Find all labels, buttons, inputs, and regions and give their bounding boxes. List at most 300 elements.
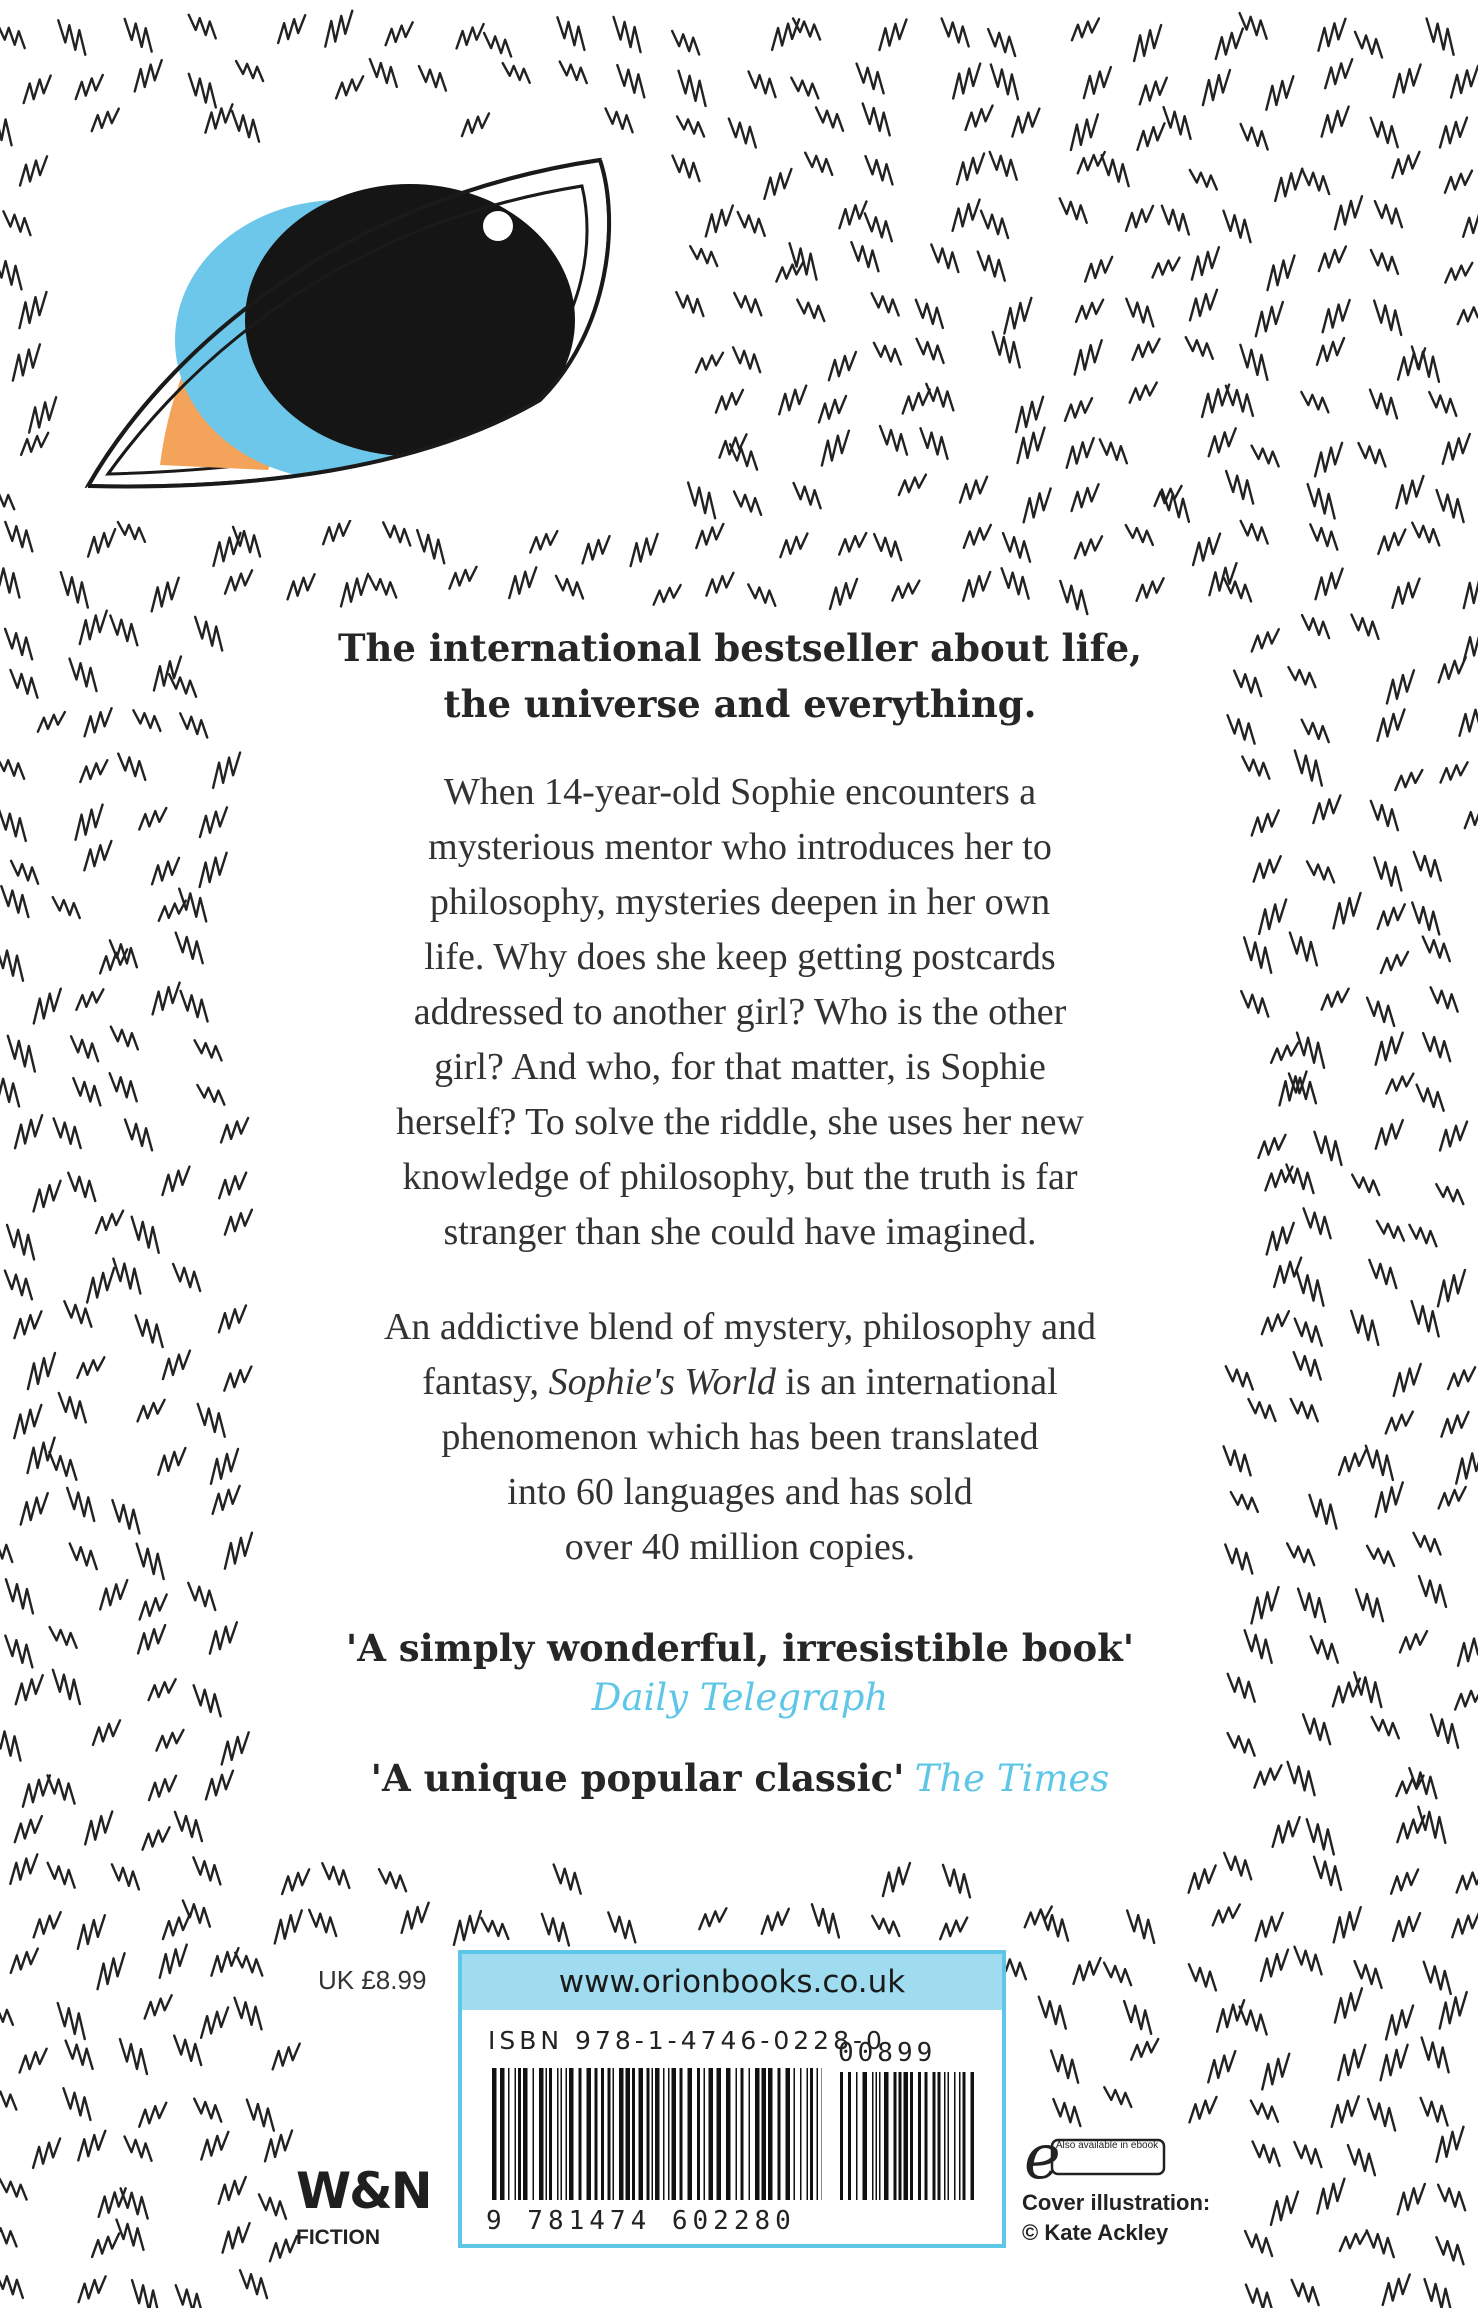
book-title: Sophie's World: [548, 1361, 776, 1403]
fur-stroke: [706, 206, 733, 237]
fur-stroke: [779, 386, 806, 415]
fur-stroke: [1376, 1033, 1403, 1065]
fur-stroke: [1448, 1367, 1475, 1389]
fur-stroke: [195, 1040, 222, 1060]
fur-stroke: [1126, 525, 1153, 545]
fur-stroke: [71, 1036, 98, 1061]
barcode-main: [492, 2068, 822, 2200]
fur-stroke: [417, 530, 444, 563]
fur-stroke: [5, 1271, 32, 1300]
fur-stroke: [1458, 1634, 1478, 1666]
fur-stroke: [1317, 2179, 1344, 2214]
fur-stroke: [1124, 2001, 1151, 2034]
fur-stroke: [80, 611, 107, 644]
fur-stroke: [672, 31, 699, 55]
fur-stroke: [24, 76, 51, 103]
fur-stroke: [73, 1078, 100, 1105]
barcode-bar: [539, 2068, 544, 2200]
barcode-bar: [608, 2068, 611, 2200]
fur-stroke: [135, 60, 162, 91]
fur-stroke: [1370, 390, 1397, 419]
fur-stroke: [235, 1998, 262, 2030]
fur-stroke: [1155, 486, 1182, 506]
barcode-bar: [910, 2072, 913, 2200]
fur-stroke: [282, 1869, 309, 1894]
fur-stroke: [454, 1911, 481, 1945]
fur-stroke: [1369, 1260, 1396, 1288]
barcode-bar: [492, 2068, 497, 2200]
fur-stroke: [8, 1036, 35, 1072]
fur-stroke: [197, 1085, 224, 1105]
fur-stroke: [1067, 438, 1094, 468]
fur-stroke: [606, 108, 633, 132]
barcode-bar: [566, 2068, 568, 2200]
fur-stroke: [139, 808, 166, 829]
fur-stroke: [1127, 1910, 1154, 1942]
fur-stroke: [1041, 1911, 1068, 1941]
svg-text:e: e: [1024, 2128, 1061, 2184]
fur-stroke: [1228, 1733, 1255, 1756]
fur-stroke: [92, 2233, 119, 2256]
synopsis-line: mysterious mentor who introduces her to: [428, 826, 1052, 868]
fur-stroke: [1134, 25, 1161, 61]
barcode-bar: [717, 2068, 722, 2200]
barcode-bar: [876, 2072, 878, 2200]
fur-stroke: [1371, 250, 1398, 274]
fur-stroke: [966, 106, 993, 130]
barcode-bar: [663, 2068, 665, 2200]
fur-stroke: [1245, 2231, 1272, 2256]
fur-stroke: [152, 578, 179, 612]
fur-stroke: [1003, 533, 1030, 562]
fur-stroke: [874, 534, 901, 560]
fur-stroke: [85, 1812, 112, 1845]
fur-stroke: [1333, 1679, 1360, 1707]
fur-stroke: [5, 1636, 32, 1668]
fur-stroke: [224, 1367, 251, 1391]
headline: [250, 620, 1230, 732]
fur-stroke: [1060, 581, 1087, 614]
fur-stroke: [1393, 1913, 1420, 1941]
fur-stroke: [1241, 521, 1268, 544]
fur-stroke: [1189, 1964, 1216, 1990]
fur-stroke: [1325, 59, 1352, 88]
fur-stroke: [1241, 124, 1268, 150]
fur-stroke: [125, 19, 152, 52]
fur-stroke: [1315, 443, 1342, 476]
fur-stroke: [112, 1864, 139, 1889]
fur-stroke: [1076, 300, 1103, 322]
fur-stroke: [780, 534, 807, 558]
fur-stroke: [696, 353, 723, 373]
fur-stroke: [748, 584, 775, 605]
fur-stroke: [716, 390, 743, 413]
fur-stroke: [288, 574, 315, 599]
fur-stroke: [1451, 66, 1478, 98]
fur-stroke: [225, 1210, 252, 1235]
fur-stroke: [839, 201, 866, 228]
eye-highlight: [483, 211, 513, 241]
fur-stroke: [1, 886, 28, 917]
synopsis-line: knowledge of philosophy, but the truth is far: [402, 1156, 1078, 1198]
fur-stroke: [1216, 29, 1243, 59]
fur-stroke: [1186, 337, 1213, 359]
barcode-bar: [613, 2068, 615, 2200]
barcode-bar: [688, 2068, 693, 2200]
fur-stroke: [1377, 709, 1404, 740]
fur-stroke: [1338, 2045, 1365, 2080]
fur-stroke: [1075, 536, 1102, 558]
fur-stroke: [1074, 1958, 1101, 1984]
fur-stroke: [175, 1812, 202, 1841]
fur-stroke: [1391, 1870, 1418, 1894]
fur-stroke: [195, 617, 222, 651]
fur-stroke: [1248, 1399, 1275, 1421]
fur-stroke: [990, 152, 1017, 180]
fur-stroke: [116, 2220, 143, 2250]
fur-stroke: [1322, 989, 1349, 1010]
fur-stroke: [15, 1816, 42, 1842]
fur-stroke: [880, 426, 907, 455]
fur-stroke: [67, 1488, 94, 1521]
fur-stroke: [978, 252, 1005, 281]
fur-stroke: [76, 75, 103, 99]
fur-stroke: [1394, 64, 1421, 97]
cover-credit: [1022, 2188, 1210, 2248]
fur-stroke: [1259, 900, 1286, 934]
fur-stroke: [1368, 2099, 1395, 2130]
fur-stroke: [1378, 529, 1405, 553]
fur-stroke: [211, 1449, 238, 1484]
fur-stroke: [369, 576, 396, 597]
fur-stroke: [1002, 568, 1029, 598]
fur-stroke: [738, 212, 765, 236]
fur-stroke: [988, 29, 1015, 56]
fur-stroke: [11, 1949, 38, 1973]
barcode-bar: [933, 2072, 936, 2200]
fur-stroke: [1241, 991, 1268, 1016]
fur-stroke: [1431, 987, 1458, 1011]
barcode-panel: [458, 1950, 1006, 2248]
fur-stroke: [1383, 2274, 1410, 2304]
fur-stroke: [1100, 439, 1127, 463]
fur-stroke: [679, 71, 706, 106]
barcode-bar: [884, 2072, 889, 2200]
barcode-bar: [879, 2072, 881, 2200]
fur-stroke: [194, 2099, 221, 2122]
fur-stroke: [1152, 258, 1179, 278]
fur-stroke: [1053, 2099, 1080, 2126]
fur-stroke: [654, 585, 681, 605]
fur-stroke: [1412, 1301, 1439, 1336]
barcode-bar: [639, 2068, 644, 2200]
fur-stroke: [943, 1865, 970, 1897]
fur-stroke: [872, 1916, 899, 1936]
fur-stroke: [729, 119, 756, 148]
fur-stroke: [10, 1854, 37, 1884]
barcode-bar: [863, 2072, 868, 2200]
fur-stroke: [1414, 1533, 1441, 1555]
fur-stroke: [10, 670, 37, 698]
fur-stroke: [851, 242, 878, 271]
fur-stroke: [149, 1776, 176, 1800]
barcode-bar: [925, 2072, 928, 2200]
barcode-bar: [726, 2068, 731, 2200]
fur-stroke: [1231, 1492, 1258, 1512]
fur-stroke: [1316, 569, 1343, 600]
synopsis-line: When 14-year-old Sophie encounters a: [443, 771, 1037, 813]
fur-stroke: [1297, 1033, 1324, 1068]
fur-stroke: [1298, 1589, 1325, 1622]
barcode-bar: [768, 2068, 773, 2200]
fur-stroke: [0, 489, 14, 509]
fur-stroke: [1367, 998, 1394, 1026]
fur-stroke: [1254, 1765, 1281, 1787]
fur-stroke: [189, 74, 216, 108]
fur-stroke: [145, 1995, 172, 2018]
fur-stroke: [0, 2273, 23, 2298]
publisher-url: www.orionbooks.co.uk: [462, 1954, 1002, 2010]
fur-stroke: [235, 1953, 262, 1976]
fur-stroke: [15, 1115, 42, 1148]
fur-stroke: [1455, 1688, 1478, 1710]
fur-stroke: [88, 529, 115, 556]
fur-stroke: [1262, 1311, 1289, 1334]
fur-stroke: [1137, 123, 1164, 150]
fur-stroke: [125, 1119, 152, 1150]
fur-stroke: [1351, 615, 1378, 639]
fur-stroke: [78, 2131, 105, 2161]
fur-stroke: [981, 211, 1008, 238]
fur-stroke: [1224, 211, 1251, 242]
barcode-bar: [672, 2068, 677, 2200]
fur-stroke: [69, 659, 96, 692]
fur-stroke: [0, 2179, 27, 2200]
fur-stroke: [1102, 155, 1129, 186]
barcode-bar: [533, 2068, 535, 2200]
fur-stroke: [1296, 1270, 1323, 1306]
barcode-bar: [549, 2068, 552, 2200]
fur-stroke: [213, 753, 240, 788]
fur-stroke: [734, 491, 761, 514]
fur-stroke: [1126, 206, 1153, 231]
ebook-label: Also available in ebook: [1055, 2140, 1159, 2151]
fur-stroke: [1367, 2230, 1394, 2257]
barcode-bar: [817, 2068, 819, 2200]
fur-stroke: [865, 156, 892, 184]
fur-stroke: [1355, 32, 1382, 58]
fur-stroke: [1267, 1223, 1294, 1255]
fur-stroke: [1354, 1672, 1381, 1707]
fur-stroke: [98, 1953, 125, 1989]
fur-stroke: [1294, 2142, 1321, 2167]
synopsis-line: addressed to another girl? Who is the other: [413, 991, 1067, 1033]
fur-stroke: [0, 256, 22, 289]
fur-stroke: [892, 581, 919, 601]
fur-stroke: [764, 169, 791, 199]
praise-paragraph: [250, 1300, 1230, 1575]
fur-stroke: [159, 901, 186, 921]
fur-stroke: [865, 213, 892, 241]
fur-stroke: [152, 858, 179, 884]
barcode-bar: [595, 2068, 598, 2200]
fur-stroke: [1162, 490, 1189, 522]
fur-stroke: [1431, 1715, 1458, 1748]
fur-stroke: [1438, 2185, 1465, 2211]
fur-stroke: [883, 1863, 910, 1896]
fur-stroke: [118, 754, 145, 780]
barcode-bar: [822, 2068, 823, 2200]
fur-stroke: [68, 1173, 95, 1201]
fur-stroke: [857, 64, 884, 94]
fur-stroke: [1335, 196, 1362, 229]
fur-stroke: [1261, 1950, 1288, 1981]
fur-stroke: [0, 1074, 19, 1106]
fur-stroke: [1319, 246, 1346, 271]
fur-stroke: [7, 1225, 34, 1260]
fur-stroke: [1266, 76, 1293, 110]
fur-stroke: [110, 1073, 137, 1101]
fur-stroke: [1291, 1399, 1318, 1421]
fur-stroke: [0, 2225, 17, 2246]
fur-stroke: [1018, 428, 1045, 463]
fur-stroke: [419, 66, 446, 91]
fur-stroke: [370, 59, 397, 87]
fur-stroke: [1234, 671, 1261, 696]
fur-stroke: [0, 1538, 12, 1562]
fur-stroke: [0, 946, 23, 981]
fur-stroke: [219, 2177, 246, 2204]
fur-stroke: [162, 1167, 189, 1195]
barcode-bar: [652, 2068, 654, 2200]
fur-stroke: [48, 1863, 75, 1888]
fur-stroke: [1458, 304, 1478, 324]
fur-stroke: [76, 805, 103, 840]
fur-stroke: [180, 713, 207, 737]
fur-stroke: [120, 2039, 147, 2074]
barcode-bar: [894, 2072, 897, 2200]
fur-stroke: [1301, 392, 1328, 412]
fur-stroke: [111, 1027, 138, 1050]
fur-stroke: [1252, 446, 1279, 467]
barcode-addon: [840, 2072, 974, 2200]
fur-stroke: [608, 1912, 635, 1942]
barcode-bar: [938, 2072, 941, 2200]
fur-stroke: [1440, 1992, 1467, 2028]
praise-line: phenomenon which has been translated: [441, 1416, 1039, 1458]
barcode-bar: [918, 2072, 921, 2200]
fur-stroke: [916, 300, 943, 328]
credit-line-1: Cover illustration:: [1022, 2190, 1211, 2215]
fur-stroke: [1313, 795, 1340, 823]
barcode-bar: [736, 2068, 738, 2200]
fur-stroke: [156, 1730, 183, 1751]
fur-stroke: [1464, 628, 1478, 660]
fur-stroke: [50, 1627, 77, 1648]
fur-stroke: [790, 243, 817, 279]
fur-stroke: [1381, 952, 1408, 973]
fur-stroke: [903, 390, 930, 414]
fur-stroke: [734, 293, 761, 315]
fur-stroke: [1130, 383, 1157, 403]
fur-stroke: [1441, 1412, 1468, 1437]
barcode-bar: [963, 2072, 966, 2200]
fur-stroke: [1104, 1963, 1131, 1985]
fur-stroke: [96, 1211, 123, 1233]
praise-line: into 60 languages and has sold: [507, 1471, 973, 1513]
fur-stroke: [1366, 1446, 1393, 1480]
fur-stroke: [265, 2131, 292, 2162]
fur-stroke: [631, 534, 658, 566]
fur-stroke: [457, 24, 484, 48]
fur-stroke: [84, 841, 111, 870]
fur-stroke: [85, 708, 112, 736]
fur-stroke: [699, 1908, 726, 1929]
fur-stroke: [1084, 67, 1111, 98]
fur-stroke: [1381, 2045, 1408, 2081]
barcode-bar: [794, 2068, 796, 2200]
fur-stroke: [1396, 476, 1423, 508]
fur-stroke: [1387, 670, 1414, 703]
fur-stroke: [1397, 1816, 1424, 1842]
fur-stroke: [1275, 169, 1302, 201]
fur-stroke: [1271, 1043, 1298, 1063]
fur-stroke: [1072, 19, 1099, 41]
barcode-bar: [856, 2072, 858, 2200]
fur-stroke: [963, 572, 990, 601]
fur-stroke: [1252, 629, 1279, 651]
fur-stroke: [173, 1264, 200, 1291]
fur-stroke: [791, 78, 818, 99]
fur-stroke: [198, 1404, 225, 1437]
fur-stroke: [776, 262, 803, 282]
fur-stroke: [1012, 109, 1039, 137]
fur-stroke: [1436, 2127, 1463, 2162]
fur-stroke: [1356, 1589, 1383, 1621]
fur-stroke: [1412, 903, 1439, 935]
fur-stroke: [953, 64, 980, 99]
fur-stroke: [1351, 1311, 1378, 1345]
fur-stroke: [1443, 434, 1470, 464]
fur-stroke: [29, 397, 56, 432]
fur-stroke: [5, 522, 32, 551]
barcode-bar: [709, 2068, 714, 2200]
fur-stroke: [1267, 256, 1294, 291]
fur-stroke: [762, 1909, 789, 1934]
barcode-bar: [546, 2068, 548, 2200]
fur-stroke: [1400, 1631, 1427, 1652]
fur-stroke: [259, 2194, 286, 2218]
barcode-bar: [632, 2068, 635, 2200]
barcode-bar: [619, 2068, 624, 2200]
fur-stroke: [188, 1583, 215, 1610]
fur-stroke: [1311, 1636, 1338, 1662]
fur-stroke: [201, 2007, 228, 2037]
fur-stroke: [1436, 1184, 1463, 1204]
fur-stroke: [20, 156, 47, 185]
fur-stroke: [1025, 1907, 1052, 1928]
barcode-bar: [587, 2068, 592, 2200]
fur-stroke: [920, 428, 947, 459]
ebook-e-icon: [1022, 2128, 1172, 2184]
fur-stroke: [20, 2049, 47, 2073]
fur-stroke: [872, 293, 899, 315]
fur-stroke: [1251, 1587, 1278, 1623]
fur-stroke: [3, 211, 30, 235]
fur-stroke: [1072, 484, 1099, 511]
fur-stroke: [617, 65, 644, 97]
fur-stroke: [1371, 118, 1398, 147]
